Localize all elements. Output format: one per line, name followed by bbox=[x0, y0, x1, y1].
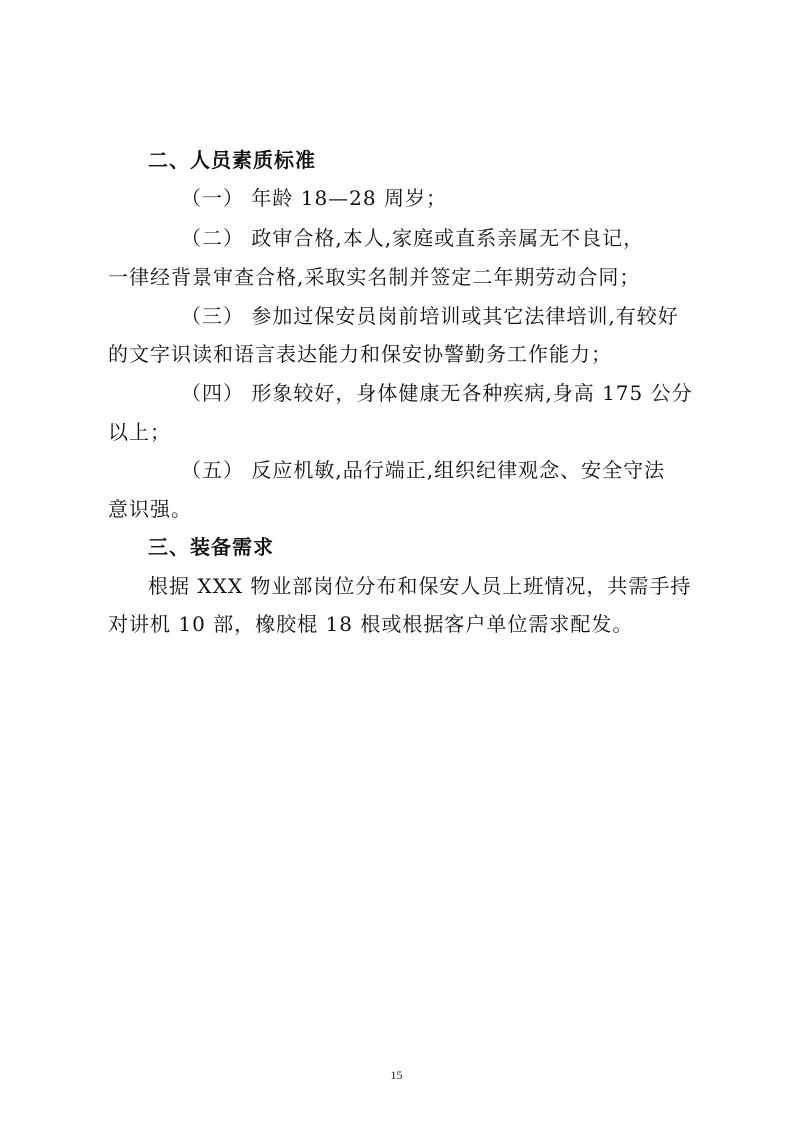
page-number: 15 bbox=[390, 1068, 403, 1082]
list-item-appearance-cont: 以上； bbox=[108, 420, 171, 444]
section-heading-personnel-standards: 二、人员素质标准 bbox=[148, 148, 316, 172]
list-item-political-review-cont: 一律经背景审查合格,采取实名制并签定二年期劳动合同； bbox=[108, 265, 641, 289]
list-item-conduct-cont: 意识强。 bbox=[108, 497, 192, 521]
list-item-training-cont: 的文字识读和语言表达能力和保安协警勤务工作能力； bbox=[108, 342, 612, 366]
equipment-paragraph: 根据 XXX 物业部岗位分布和保安人员上班情况，共需手持 bbox=[148, 574, 692, 598]
list-item-age: （一） 年龄 18—28 周岁； bbox=[181, 186, 447, 210]
list-item-training: （三） 参加过保安员岗前培训或其它法律培训,有较好 bbox=[181, 304, 679, 328]
list-item-appearance: （四） 形象较好，身体健康无各种疾病,身高 175 公分 bbox=[181, 381, 693, 405]
list-item-political-review: （二） 政审合格,本人,家庭或直系亲属无不良记， bbox=[181, 226, 645, 250]
list-item-conduct: （五） 反应机敏,品行端正,组织纪律观念、安全守法 bbox=[181, 458, 666, 482]
section-heading-equipment: 三、装备需求 bbox=[148, 535, 274, 559]
equipment-paragraph-cont: 对讲机 10 部，橡胶棍 18 根或根据客户单位需求配发。 bbox=[108, 612, 634, 636]
